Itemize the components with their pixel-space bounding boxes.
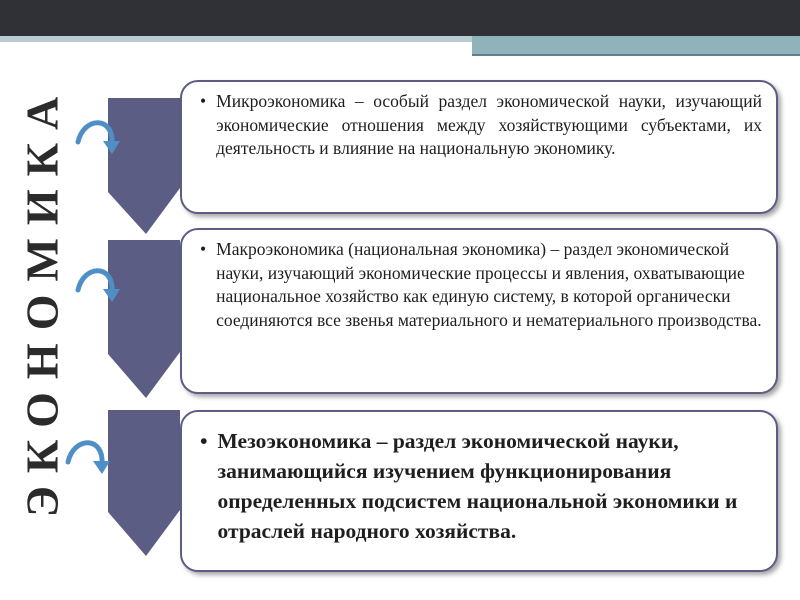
bullet: • — [200, 239, 207, 259]
chevron-2 — [108, 240, 180, 398]
chevron-1 — [108, 98, 180, 234]
item-text: Макроэкономика (национальная экономика) – раздел экономической науки, изучающий экономические процессы и явления, охватывающие национальное хозяйство как единую систему, в которой органически соединяются все звенья материального и нематериального производства. — [216, 239, 762, 330]
curved-arrow-icon-3 — [68, 443, 102, 464]
curved-arrow-icon-1 — [78, 123, 112, 144]
chevron-3 — [108, 410, 180, 556]
item-text: Мезоэкономика – раздел экономической науки, занимающийся изучением функционирования определенных подсистем национальной экономики и отраслей народного хозяйства. — [217, 429, 738, 543]
list-item — [200, 238, 762, 332]
bullet: • — [200, 91, 207, 111]
list-item — [200, 426, 762, 546]
arrowhead-icon-3 — [93, 461, 110, 474]
definition-box-meso — [180, 410, 778, 572]
definition-box-macro — [180, 228, 778, 394]
vertical-title-text: ЭКОНОМИКА — [16, 83, 68, 517]
curved-arrow-icon-2 — [78, 271, 112, 292]
definition-box-micro — [180, 80, 778, 214]
bullet: • — [200, 429, 208, 453]
list-item — [200, 90, 762, 161]
item-text: Микроэкономика – особый раздел экономической науки, изучающий экономические отношения между хозяйствующими субъектами, их деятельность и влияние на национальную экономику. — [216, 91, 762, 158]
